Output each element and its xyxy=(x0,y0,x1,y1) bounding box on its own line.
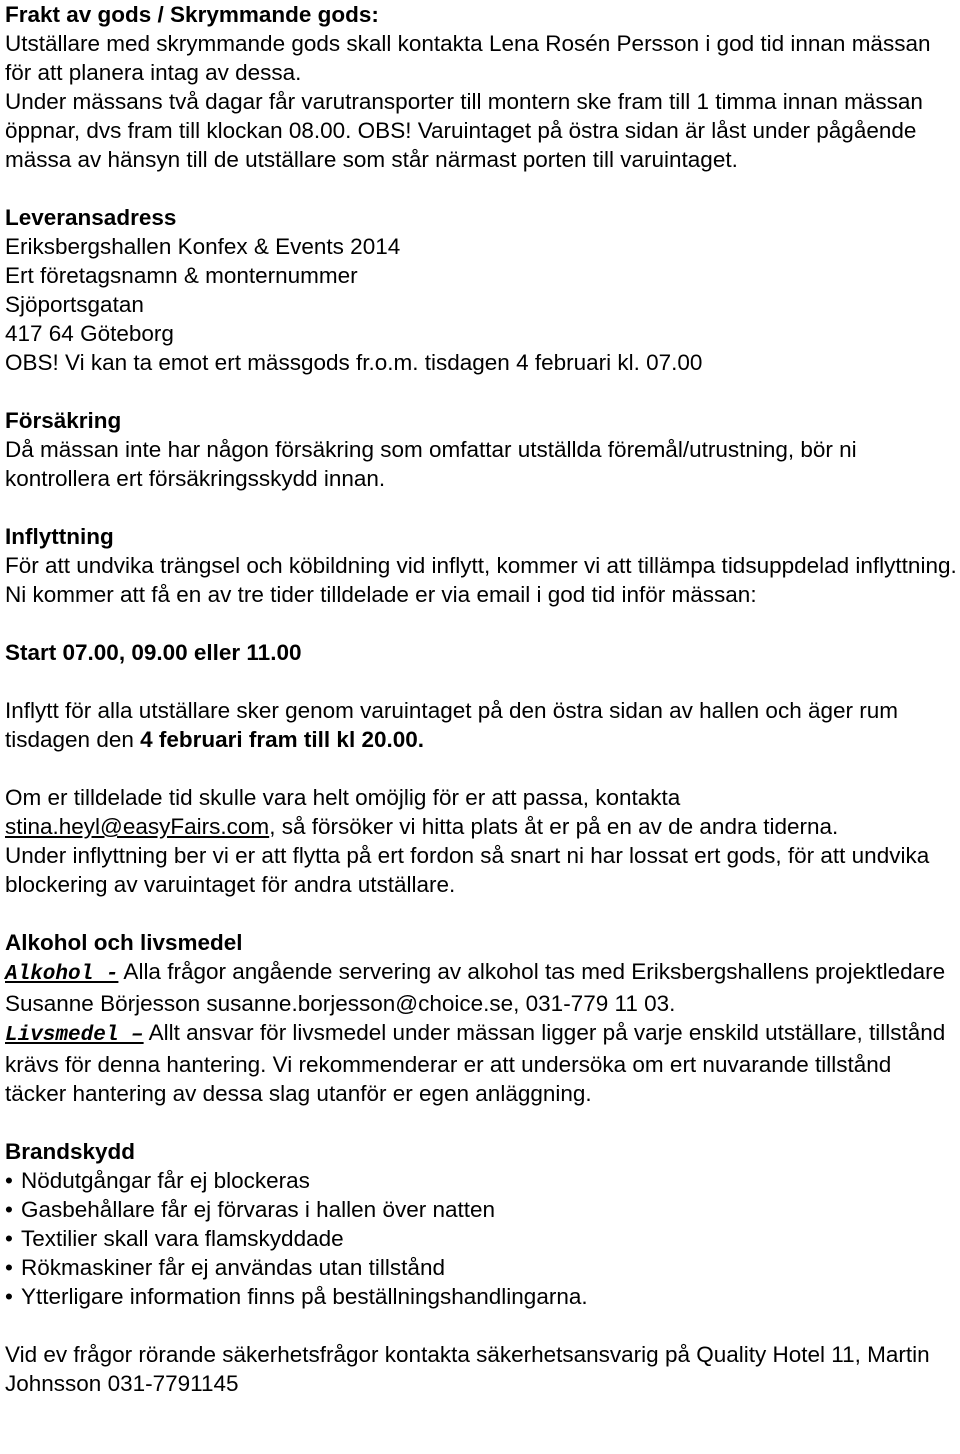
alkohol-label: Alkohol - xyxy=(5,963,119,986)
leverans-heading: Leveransadress xyxy=(5,205,177,230)
livsmedel-paragraph xyxy=(5,1018,957,1108)
leverans-line: Sjöportsgatan xyxy=(5,292,144,317)
list-item xyxy=(5,1166,957,1195)
list-item xyxy=(5,1253,957,1282)
contact-text: Om er tilldelade tid skulle vara helt omöjlig för er att passa, kontakta xyxy=(5,785,681,810)
list-item-text: Nödutgångar får ej blockeras xyxy=(21,1168,310,1193)
bullet-icon: • xyxy=(5,1197,13,1222)
list-item xyxy=(5,1195,957,1224)
bullet-icon: • xyxy=(5,1226,13,1251)
alkohol-paragraph xyxy=(5,957,957,1018)
frakt-paragraph-2: Under mässans två dagar får varutransporter till montern ske fram till 1 timma innan mässan öppnar, dvs fram till klockan 08.00. OBS! Varuintaget på östra sidan är låst under pågående mässa av hänsyn till de utställare som står närmast porten till varuintaget. xyxy=(5,89,923,172)
inflytt-date: 4 februari fram till kl 20.00. xyxy=(140,727,425,752)
email-link[interactable]: stina.heyl@easyFairs.com xyxy=(5,814,270,839)
list-item-text: Rökmaskiner får ej användas utan tillstånd xyxy=(21,1255,445,1280)
list-item-text: Ytterligare information finns på beställningshandlingarna. xyxy=(21,1284,588,1309)
leverans-line: OBS! Vi kan ta emot ert mässgods fr.o.m. tisdagen 4 februari kl. 07.00 xyxy=(5,350,703,375)
sakerhet-text: Vid ev frågor rörande säkerhetsfrågor kontakta säkerhetsansvarig på Quality Hotel 11, Martin Johnsson 031-7791145 xyxy=(5,1342,930,1396)
start-times: Start 07.00, 09.00 eller 11.00 xyxy=(5,640,302,665)
inflyttning-text: För att undvika trängsel och köbildning vid inflytt, kommer vi att tillämpa tidsuppdelad inflyttning. Ni kommer att få en av tre tider tilldelade er via email i god tid inför mässan: xyxy=(5,553,957,607)
contact-text-end: , så försöker vi hitta plats åt er på en av de andra tiderna. xyxy=(269,814,839,839)
bullet-icon: • xyxy=(5,1168,13,1193)
document-page xyxy=(5,0,957,1398)
contact-paragraph xyxy=(5,783,957,841)
livsmedel-text: Allt ansvar för livsmedel under mässan ligger på varje enskild utställare, tillstånd krävs för denna hantering. Vi rekommenderar er att undersöka om ert nuvarande tillstånd täcker hantering av dessa slag utanför er egen anläggning. xyxy=(5,1020,946,1106)
inflytt-text: Inflytt för alla utställare sker genom varuintaget på den östra sidan av hallen och äger rum tisdagen den xyxy=(5,698,898,752)
forsakring-text: Då mässan inte har någon försäkring som omfattar utställda föremål/utrustning, bör ni kontrollera ert försäkringsskydd innan. xyxy=(5,437,857,491)
list-item-text: Gasbehållare får ej förvaras i hallen över natten xyxy=(21,1197,496,1222)
unloading-text: Under inflyttning ber vi er att flytta på ert fordon så snart ni har lossat ert gods, för att undvika blockering av varuintaget för andra utställare. xyxy=(5,843,930,897)
livsmedel-label: Livsmedel – xyxy=(5,1024,144,1047)
list-item xyxy=(5,1224,957,1253)
forsakring-heading: Försäkring xyxy=(5,408,122,433)
leverans-line: Ert företagsnamn & monternummer xyxy=(5,263,358,288)
frakt-paragraph-1: Utställare med skrymmande gods skall kontakta Lena Rosén Persson i god tid innan mässan för att planera intag av dessa. xyxy=(5,31,931,85)
list-item-text: Textilier skall vara flamskyddade xyxy=(21,1226,344,1251)
brandskydd-heading: Brandskydd xyxy=(5,1139,136,1164)
leverans-line: 417 64 Göteborg xyxy=(5,321,174,346)
list-item xyxy=(5,1282,957,1311)
alkohol-text: Alla frågor angående servering av alkohol tas med Eriksbergshallens projektledare Susanne Börjesson susanne.borjesson@choice.se, 031-779 11 03. xyxy=(5,959,946,1016)
bullet-icon: • xyxy=(5,1255,13,1280)
alkohol-heading: Alkohol och livsmedel xyxy=(5,930,243,955)
inflytt-paragraph xyxy=(5,696,957,754)
bullet-icon: • xyxy=(5,1284,13,1309)
frakt-heading: Frakt av gods / Skrymmande gods: xyxy=(5,2,379,27)
leverans-line: Eriksbergshallen Konfex & Events 2014 xyxy=(5,234,401,259)
inflyttning-heading: Inflyttning xyxy=(5,524,114,549)
